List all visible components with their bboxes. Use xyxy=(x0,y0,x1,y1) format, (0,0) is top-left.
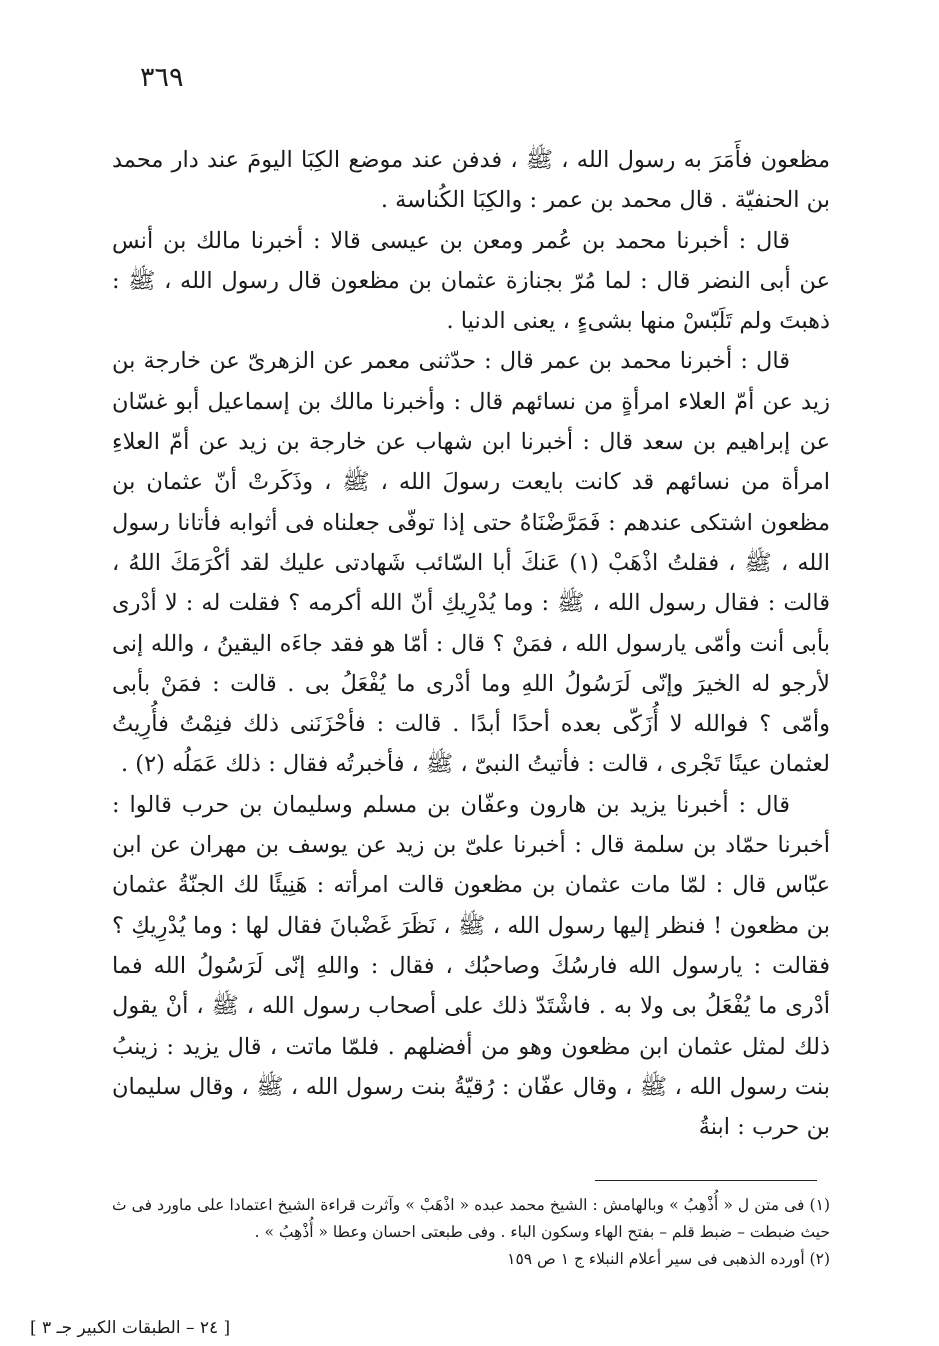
footnote: (٢) أورده الذهبى فى سير أعلام النبلاء ج ١ ص ١٥٩ xyxy=(507,1250,830,1268)
main-text xyxy=(112,140,830,1147)
footnote-divider xyxy=(595,1180,817,1181)
footnotes xyxy=(112,1192,830,1273)
page-number: ٣٦٩ xyxy=(140,62,184,93)
paragraph: قال : أخبرنا محمد بن عمر قال : حدّثنى معمر عن الزهرىّ عن خارجة بن زيد عن أمّ العلاء امرأةٍ من نسائهم قال : وأخبرنا مالك بن إسماعيل أبو غسّان عن إبراهيم بن سعد قال : أخبرنا ابن شهاب عن خارجة بن زيد عن أمّ العلاءِ امرأة من نسائهم قد كانت بايعت رسولَ الله ، ﷺ ، وذَكَرتْ أنّ عثمان بن مظعون اشتكى عندهم : فَمَرَّضْنَاهُ حتى إذا توفّى جعلناه فى أثوابه فأتانا رسول الله ، ﷺ ، فقلتُ اذْهَبْ (١) عَنكَ أبا السّائب شَهادتى عليك لقد أكْرَمَكَ اللهُ ، قالت : فقال رسول الله ، ﷺ : وما يُدْرِيكِ أنّ الله أكرمه ؟ فقلت له : لا أدْرى بأبى أنت وأمّى يارسول الله ، فمَنْ ؟ قال : أمّا هو فقد جاءَه اليقينُ ، والله إنى لأرجو له الخيرَ وإنّى لَرَسُولُ اللهِ وما أدْرى ما يُفْعَلُ بى . قالت : فمَنْ بأبى وأمّى ؟ فوالله لا أُزَكّى بعده أحدًا أبدًا . قالت : فأحْزَنَنى ذلك فنِمْتُ فأُرِيتُ لعثمان عينًا تَجْرى ، قالت : فأتيتُ النبىّ ، ﷺ ، فأخبرتُه فقال : ذلك عَمَلُه (٢) . xyxy=(112,348,830,778)
signature-mark: [ ٢٤ – الطبقات الكبير جـ ٣ ] xyxy=(30,1318,231,1338)
footnote: (١) فى متن ل « أُذْهِبُ » وبالهامش : الشيخ محمد عبده « اذْهَبْ » وآثرت قراءة الشيخ اعتمادا على ماورد فى ث حيث ضبطت – ضبط قلم – بفتح الهاء وسكون الباء . وفى طبعتى احسان وعطا « أُذْهِبُ » . xyxy=(112,1196,830,1241)
paragraph: مظعون فأَمَرَ به رسول الله ، ﷺ ، فدفن عند موضع الكِبَا اليومَ عند دار محمد بن الحنفيّة . قال محمد بن عمر : والكِبَا الكُناسة . xyxy=(112,147,830,214)
paragraph: قال : أخبرنا يزيد بن هارون وعفّان بن مسلم وسليمان بن حرب قالوا : أخبرنا حمّاد بن سلمة قال : أخبرنا علىّ بن زيد عن يوسف بن مهران عن ابن عبّاس قال : لمّا مات عثمان بن مظعون قالت امرأته : هَنِيئًا لك الجنّةُ عثمان بن مظعون ! فنظر إليها رسول الله ، ﷺ ، نَظَرَ غَضْبانَ فقال لها : وما يُدْرِيكِ ؟ فقالت : يارسول الله فارسُكَ وصاحبُك ، فقال : واللهِ إنّى لَرَسُولُ الله فما أدْرى ما يُفْعَلُ بى ولا به . فاشْتَدّ ذلك على أصحاب رسول الله ، ﷺ ، أنْ يقول ذلك لمثل عثمان ابن مظعون وهو من أفضلهم . فلمّا ماتت ، قال يزيد : زينبُ بنت رسول الله ، ﷺ ، وقال عفّان : رُقيّةُ بنت رسول الله ، ﷺ ، وقال سليمان بن حرب : ابنةُ xyxy=(112,791,830,1141)
paragraph: قال : أخبرنا محمد بن عُمر ومعن بن عيسى قالا : أخبرنا مالك بن أنس عن أبى النضر قال : لما مُرّ بجنازة عثمان بن مظعون قال رسول الله ، ﷺ : ذهبتَ ولم تَلَبّسْ منها بشىءٍ ، يعنى الدنيا . xyxy=(112,227,830,335)
